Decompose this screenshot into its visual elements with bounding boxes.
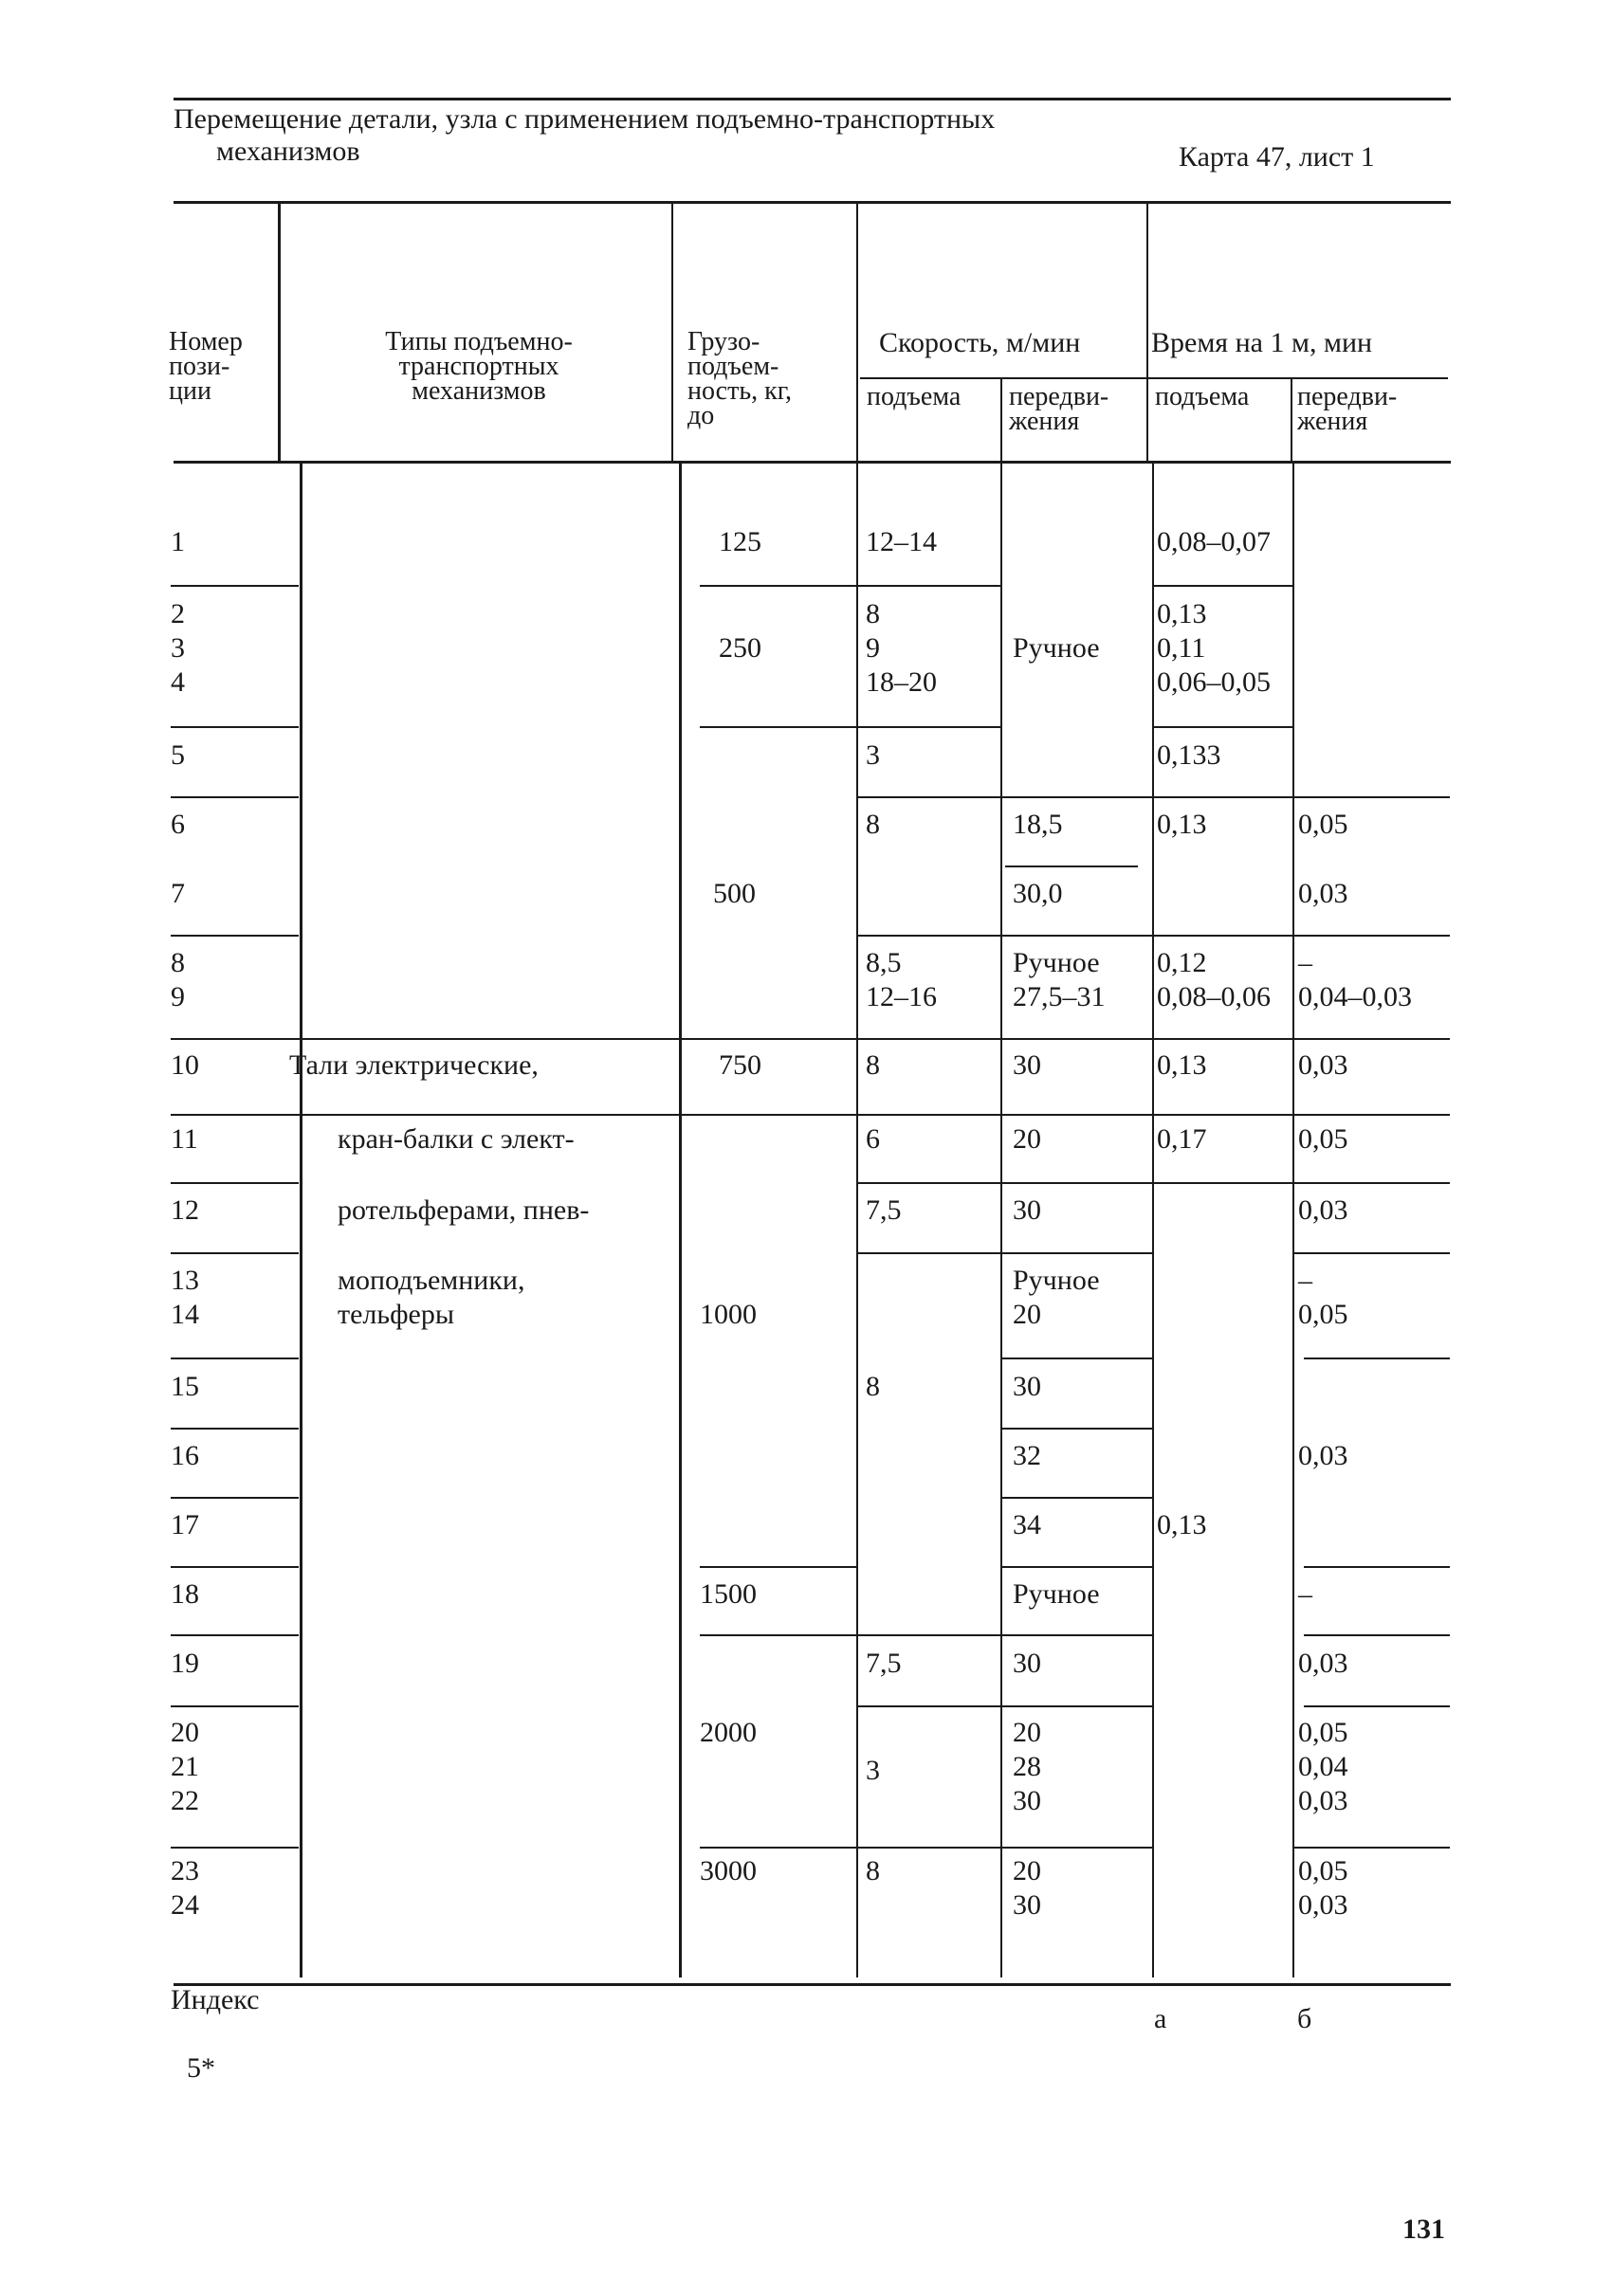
position-cell: 18 [171,1578,199,1610]
capacity-cell: 1000 [700,1299,757,1330]
header-speed-move: передви- жения [1009,382,1109,436]
row-rule-pos [171,1428,299,1430]
time-move-cell: 0,03 [1298,1049,1348,1081]
table-top-rule [174,201,1451,204]
row-rule-time-lift [1152,585,1292,587]
row-rule-speed-move [1000,796,1152,798]
header-speed: Скорость, м/мин [879,327,1081,358]
row-rule-pos [171,1705,299,1707]
header-speed-lift: подъема [867,382,962,411]
speed-lift-cell: 12–14 [866,526,937,557]
position-cell: 20 21 22 [171,1717,199,1816]
row-rule-pos [171,1252,299,1254]
header-col-line-5 [1146,201,1148,463]
row-rule-time-move [1292,1182,1450,1184]
position-cell: 16 [171,1440,199,1471]
table-bottom-rule [174,1983,1451,1986]
header-col-line-1 [278,201,281,463]
index-a: а [1154,2003,1167,2034]
body-col-line-3 [856,461,858,1977]
speed-move-cell: 30 [1013,1194,1041,1226]
row-rule-speed-lift [856,1182,1000,1184]
capacity-cell: 750 [719,1049,761,1081]
row-rule-speed-move [1000,1358,1152,1359]
time-lift-cell: 0,13 [1157,809,1207,840]
speed-lift-cell: 8,5 12–16 [866,947,937,1012]
row-rule-time-lift [1152,796,1292,798]
doc-title-line1: Перемещение детали, узла с применением подъемно-транспортных [174,103,996,135]
row-rule-capacity [700,1847,856,1849]
capacity-cell: 125 [719,526,761,557]
time-move-cell: 0,05 0,03 [1298,1855,1348,1921]
speed-move-cell: 30 [1013,1049,1041,1081]
row-rule-pos [171,796,299,798]
index-label: Индекс [171,1984,260,2015]
position-cell: 12 [171,1194,199,1226]
row-rule-speed-lift [856,1252,1000,1254]
time-move-cell: 0,05 [1298,809,1348,840]
time-lift-cell: 0,133 [1157,739,1221,771]
speed-move-cell: Ручное [1013,632,1100,664]
row-rule-pos [171,1497,299,1499]
speed-lift-cell: 3 [866,1755,880,1786]
row-rule-pos [171,1847,299,1849]
speed-lift-cell: 8 [866,1049,880,1081]
header-col-line-2 [671,201,673,463]
row-rule-speed-move [1005,866,1138,867]
subheader-rule [860,377,1448,379]
speed-lift-cell: 6 [866,1123,880,1155]
speed-move-cell: 18,5 [1013,809,1063,840]
header-time-lift: подъема [1155,382,1250,411]
row-rule-time-move [1304,1705,1450,1707]
body-col-line-6 [1292,461,1294,1977]
row-rule-time-move [1304,1634,1450,1636]
row-rule-capacity [700,726,856,728]
page-number: 131 [1402,2214,1445,2245]
row-rule-time-move [1304,1566,1450,1568]
row-rule-speed-move [1000,1566,1152,1568]
speed-lift-cell: 8 [866,809,880,840]
doc-title-line2: механизмов [216,136,360,167]
header-col-line-3 [856,201,858,463]
row-rule-speed-move [1000,1705,1152,1707]
time-lift-cell: 0,13 0,11 0,06–0,05 [1157,598,1271,698]
row-rule-time-move [1292,935,1450,937]
capacity-cell: 250 [719,632,761,664]
row-rule-speed-lift [856,796,1000,798]
mechanism-line: моподъемники, [338,1265,525,1296]
speed-move-cell: 32 [1013,1440,1041,1471]
time-move-cell: – 0,04–0,03 [1298,947,1412,1012]
time-move-cell: 0,05 [1298,1123,1348,1155]
row-rule-speed-move [1000,1497,1152,1499]
position-cell: 8 9 [171,947,185,1012]
header-time: Время на 1 м, мин [1151,327,1373,358]
row-rule-speed-move [1000,1428,1152,1430]
row-rule-pos [171,1182,299,1184]
header-col-line-4 [1000,377,1002,463]
row-rule-time-move [1292,1847,1450,1849]
speed-lift-cell: 7,5 [866,1194,902,1226]
body-col-line-4 [1000,461,1002,1977]
position-cell: 17 [171,1509,199,1540]
row-rule-speed-lift [856,1847,1000,1849]
capacity-cell: 1500 [700,1578,757,1610]
row-rule-time-lift [1152,1182,1292,1184]
position-cell: 2 3 4 [171,598,185,698]
top-rule [174,98,1451,100]
mechanism-line: кран-балки с элект- [338,1123,575,1155]
header-position: Номер пози- ции [169,327,243,406]
row-rule-speed-move [1000,1182,1152,1184]
position-cell: 5 [171,739,185,771]
time-lift-cell: 0,17 [1157,1123,1207,1155]
row-rule-pos [171,1566,299,1568]
row-rule-pos [171,935,299,937]
position-cell: 23 24 [171,1855,199,1921]
row-rule-time-move [1292,796,1450,798]
time-lift-cell: 0,12 0,08–0,06 [1157,947,1271,1012]
position-cell: 19 [171,1648,199,1679]
row-rule-pos [171,726,299,728]
time-lift-cell: 0,13 [1157,1509,1207,1540]
time-move-cell: – 0,05 [1298,1265,1348,1330]
capacity-cell: 3000 [700,1855,757,1886]
speed-move-cell: 30,0 [1013,878,1063,909]
row-rule-speed-move [1000,1252,1152,1254]
index-b: б [1297,2003,1312,2034]
time-move-cell: 0,03 [1298,1648,1348,1679]
speed-move-cell: 34 [1013,1509,1041,1540]
speed-lift-cell: 3 [866,739,880,771]
row-rule-time-move [1304,1358,1450,1359]
row-rule-capacity [700,585,856,587]
speed-move-cell: Ручное 27,5–31 [1013,947,1106,1012]
mechanism-line: Тали электрические, [289,1049,539,1081]
mechanism-line: тельферы [338,1299,454,1330]
row-rule-speed-lift [856,1634,1000,1636]
speed-move-cell: 20 30 [1013,1855,1041,1921]
speed-lift-cell: 8 9 18–20 [866,598,937,698]
row-rule-capacity [700,1634,856,1636]
capacity-cell: 500 [713,878,756,909]
row-rule-speed-move [1000,935,1152,937]
row-rule-full [171,1038,1450,1040]
time-lift-cell: 0,13 [1157,1049,1207,1081]
position-cell: 13 14 [171,1265,199,1330]
body-col-line-1 [300,461,302,1977]
speed-lift-cell: 8 [866,1371,880,1402]
row-rule-time-lift [1152,935,1292,937]
row-rule-speed-lift [856,726,1000,728]
row-rule-speed-lift [856,1705,1000,1707]
speed-move-cell: 30 [1013,1648,1041,1679]
header-capacity: Грузо- подъем- ность, кг, до [687,327,793,430]
header-mechanism-types: Типы подъемно- транспортных механизмов [385,327,573,406]
time-move-cell: – [1298,1578,1312,1610]
position-cell: 10 [171,1049,199,1081]
body-col-line-2 [679,461,682,1977]
capacity-cell: 2000 [700,1717,757,1748]
position-cell: 1 [171,526,185,557]
time-move-cell: 0,03 [1298,1194,1348,1226]
position-cell: 7 [171,878,185,909]
header-time-move: передви- жения [1297,382,1398,436]
time-move-cell: 0,03 [1298,878,1348,909]
speed-move-cell: Ручное [1013,1578,1100,1610]
position-cell: 6 [171,809,185,840]
body-col-line-5 [1152,461,1154,1977]
speed-lift-cell: 8 [866,1855,880,1886]
row-rule-pos [171,1358,299,1359]
position-cell: 11 [171,1123,198,1155]
speed-move-cell: 20 28 30 [1013,1717,1041,1816]
card-reference: Карта 47, лист 1 [1179,141,1375,173]
row-rule-pos [171,585,299,587]
header-bottom-rule [174,461,1451,464]
position-cell: 15 [171,1371,199,1402]
row-rule-speed-lift [856,585,1000,587]
time-move-cell: 0,03 [1298,1440,1348,1471]
time-move-cell: 0,05 0,04 0,03 [1298,1717,1348,1816]
mechanism-line: ротельферами, пнев- [338,1194,590,1226]
row-rule-speed-lift [856,935,1000,937]
footnote-marker: 5* [187,2052,215,2084]
speed-move-cell: 30 [1013,1371,1041,1402]
row-rule-time-move [1292,1252,1450,1254]
header-col-line-6 [1291,377,1292,463]
row-rule-speed-move [1000,1634,1152,1636]
speed-lift-cell: 7,5 [866,1648,902,1679]
speed-move-cell: 20 [1013,1123,1041,1155]
time-lift-cell: 0,08–0,07 [1157,526,1271,557]
row-rule-time-lift [1152,726,1292,728]
speed-move-cell: Ручное 20 [1013,1265,1100,1330]
row-rule-pos [171,1634,299,1636]
row-rule-capacity [700,1566,856,1568]
row-rule-speed-move [1000,1847,1152,1849]
row-rule-full [171,1114,1450,1116]
